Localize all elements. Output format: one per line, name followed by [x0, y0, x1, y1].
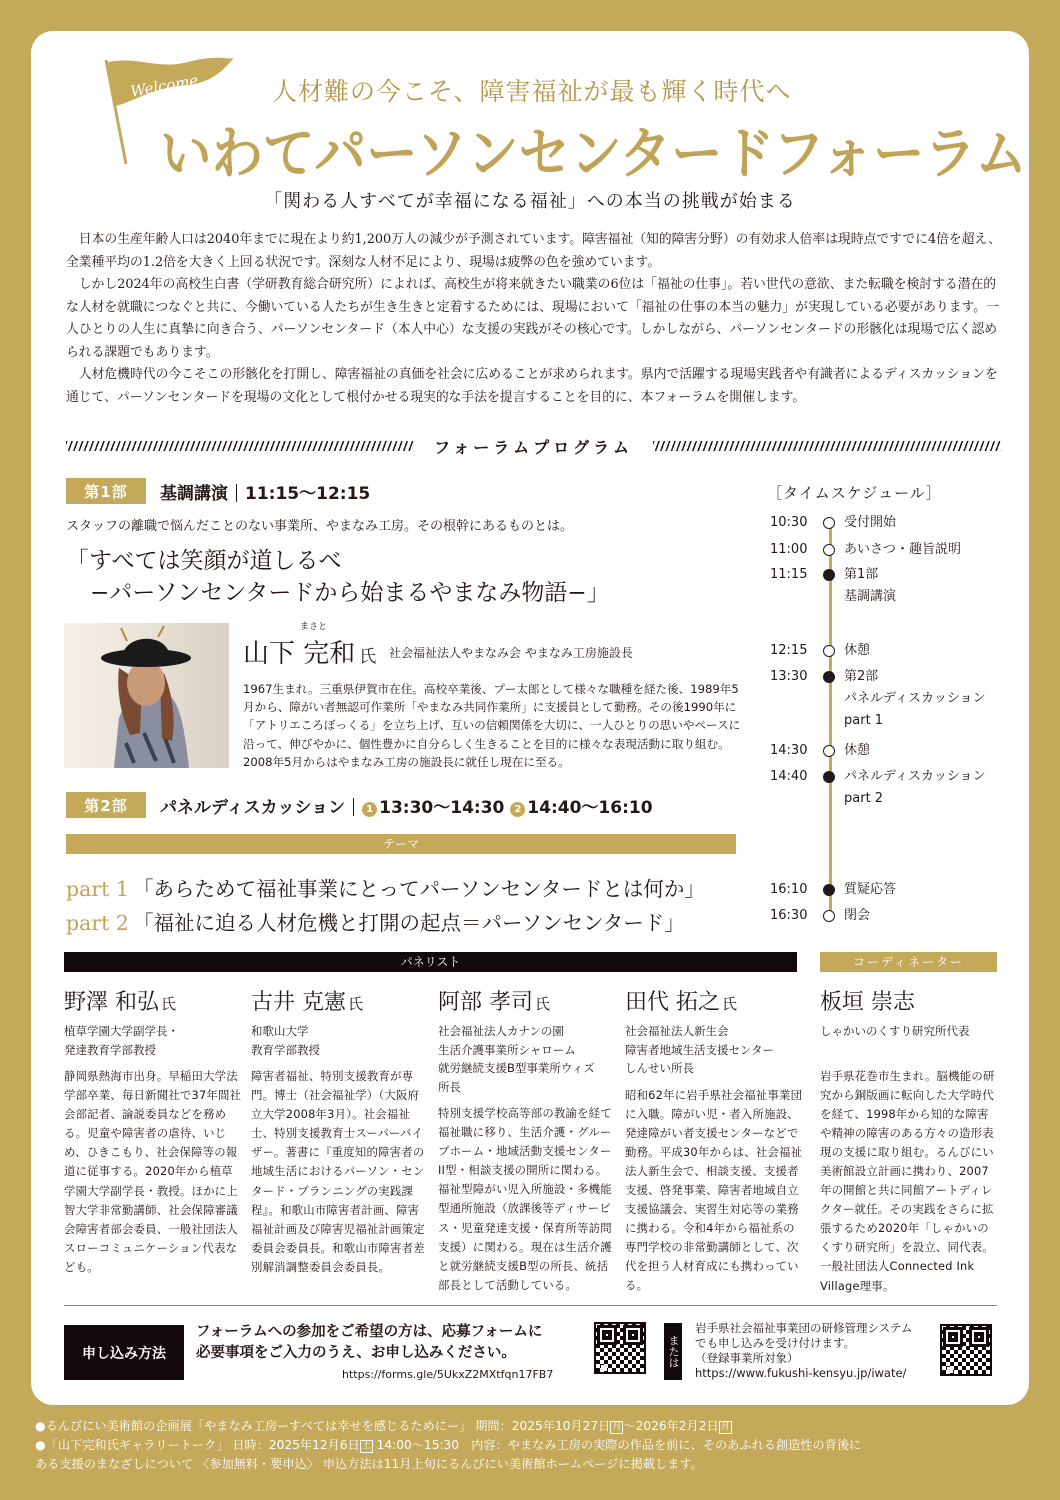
- tagline: 人材難の今こそ、障害福祉が最も輝く時代へ: [272, 77, 792, 106]
- hatch-divider: [653, 441, 1001, 451]
- filled-dot-icon: [823, 569, 835, 581]
- schedule-item: 14:40 パネルディスカッション part 2: [770, 769, 986, 806]
- qr-code-icon[interactable]: [940, 1324, 992, 1376]
- divider: [64, 1305, 997, 1306]
- hatch-divider: [66, 441, 414, 451]
- part1-title: 基調講演 11:15〜12:15: [160, 483, 371, 504]
- filled-dot-icon: [823, 671, 835, 683]
- schedule-heading: ［タイムスケジュール］: [767, 484, 942, 502]
- alt-apply-link[interactable]: https://www.fukushi-kensyu.jp/iwate/: [695, 1366, 907, 1380]
- number-1-icon: 1: [362, 802, 377, 817]
- speaker-name: 山下 完和 氏: [243, 639, 377, 669]
- intro-paragraph: 日本の生産年齢人口は2040年までに現在より約1,200万人の減少が予測されています。障害福祉（知的障害分野）の有効求人倍率は現時点ですでに4倍を超え、全業種平均の1.2倍を大きく上回る状況です。深刻な人材不足により、現場は疲弊の色を強めています。: [66, 232, 1001, 270]
- page-title: いわてパーソンセンタードフォーラム: [160, 121, 1028, 187]
- schedule-item: 16:10 質疑応答: [770, 882, 897, 897]
- speaker-bio: 1967生まれ。三重県伊賀市在住。高校卒業後、プー太郎として様々な職種を経た後、1989年5月から、障がい者無認可作業所「やまなみ共同作業所」に支援員として勤務。その後1990年に「アトリエころぼっくる」を立ち上げ、互いの信頼関係を大切に、一人ひとりの思いやペースに沿って、伸びやかに、個性豊かに自分らしく生きることを目的に様々な表現活動に取り組む。2008年5月からはやまなみ工房の施設長に就任し現在に至る。: [243, 682, 741, 769]
- panelists-bar: パネリスト: [64, 952, 797, 972]
- keynote-title: 「すべては笑顔が道しるべ −パーソンセンタードから始まるやまなみ物語−」: [66, 548, 610, 606]
- open-dot-icon: [823, 910, 835, 922]
- open-dot-icon: [823, 544, 835, 556]
- part1-badge: 第1部: [66, 478, 146, 504]
- schedule-item: 10:30 受付開始: [770, 515, 897, 530]
- apply-form-link[interactable]: https://forms.gle/5UkxZ2MXtfqn17FB7: [342, 1368, 554, 1381]
- schedule-item: 11:15 第1部 基調講演: [770, 567, 897, 604]
- qr-code-icon[interactable]: [594, 1322, 646, 1374]
- svg-text:Welcome: Welcome: [129, 71, 200, 101]
- part2-header: [66, 792, 653, 818]
- filled-dot-icon: [823, 771, 835, 783]
- panelist-card: 阿部 孝司 氏 社会福祉法人カナンの園 生活介護事業所シャローム 就労継続支援B型事業所ウィズ 所長 特別支援学校高等部の教諭を経て福祉職に移り、生活介護・グループホーム・地域活動支援センターII型・相談支援の開所に関わる。福祉型障がい児入所施設・多機能型通所施設（放課後等ディサービス・児童発達支援・保育所等訪問支援）に関わる。現在は生活介護と就労継続支援B型の所長、統括部長として活動している。: [438, 990, 612, 1292]
- open-dot-icon: [823, 645, 835, 657]
- theme-part1: part 1 「あらためて福祉事業にとってパーソンセンタードとは何か」: [66, 877, 705, 901]
- open-dot-icon: [823, 745, 835, 757]
- intro-paragraph: 人材危機時代の今こそこの形骸化を打開し、障害福祉の真価を社会に広めることが求められます。県内で活躍する現場実践者や有識者によるディスカッションを通じて、パーソンセンタードを現場の文化として根付かせる現実的な手法を提言することを目的に、本フォーラムを開催します。: [66, 367, 998, 405]
- open-dot-icon: [823, 517, 835, 529]
- part2-title: パネルディスカッション 1 13:30〜14:30 2 14:40〜16:10: [160, 797, 653, 818]
- theme-part2: part 2 「福祉に迫る人材危機と打開の起点＝パーソンセンタード」: [66, 911, 685, 935]
- schedule-item: 12:15 休憩: [770, 643, 871, 658]
- footer-notes: ●るんびにい美術館の企画展「やまなみ工房ーすべては幸せを感じるためにー」 期間：2025年10月27日 月 〜2026年2月2日 月 ●「山下完和氏ギャラリートーク」 日時：2025年12月6日 土 14:00〜15:30 内容：やまなみ工房の実際の作品を前に、そのあふれる創造性の背後に ある支援のまなざしについて 〈参加無料・要申込〉 申込方法は11月上旬にるんびにい美術館ホームページに掲載します。: [35, 1419, 862, 1471]
- or-label: または: [664, 1323, 682, 1380]
- schedule-item: 13:30 第2部 パネルディスカッション part 1: [770, 669, 986, 728]
- program-heading: フォーラムプログラム: [66, 436, 1001, 456]
- speaker-furigana: まさと: [300, 622, 328, 632]
- speaker-org: 社会福祉法人やまなみ会 やまなみ工房施設長: [389, 646, 633, 660]
- speaker-photo: [64, 623, 229, 768]
- subtitle: 「関わる人すべてが幸福になる福祉」への本当の挑戦が始まる: [264, 191, 796, 212]
- alt-apply-text: 岩手県社会福祉事業団の研修管理システム でも申し込みを受け付けます。 （登録事業所対象） https://www.fukushi-kensyu.jp/iwate/: [695, 1321, 913, 1380]
- part1-lead: スタッフの離職で悩んだことのない事業所、やまなみ工房。その根幹にあるものとは。: [66, 519, 574, 534]
- intro-paragraph: しかし2024年の高校生白書（学研教育総合研究所）によれば、高校生が将来就きたい職業の6位は「福祉の仕事」。若い世代の意欲、また転職を検討する潜在的な人材を就職につなぐと共に、今働いている人たちが生き生きと定着するためには、現場において「福祉の仕事の本当の魅力」が実現している必要があります。一人ひとりの人生に真摯に向き合う、パーソンセンタード（本人中心）な支援の実践がその核心です。しかしながら、パーソンセンタードの形骸化は現場で広く認められる課題でもあります。: [66, 277, 999, 360]
- schedule-item: 14:30 休憩: [770, 743, 871, 758]
- intro-text: [66, 229, 1001, 409]
- theme-bar: テーマ: [66, 834, 736, 854]
- panelist-card: 田代 拓之 氏 社会福祉法人新生会 障害者地域生活支援センター しんせい所長 昭和62年に岩手県社会福祉事業団に入職。障がい児・者入所施設、発達障がい者支援センターなどで勤務。平成30年からは、社会福祉法人新生会で、相談支援、支援者支援、啓発事業、障害者地域自立支援協議会、実習生対応等の業務に携わる。令和4年から福祉系の専門学校の非常勤講師として、次代を担う人材育成にも携わっている。: [625, 990, 803, 1293]
- apply-instructions: フォーラムへの参加をご希望の方は、応募フォームに 必要事項をご入力のうえ、お申し込みください。: [196, 1324, 543, 1361]
- schedule-item: 11:00 あいさつ・趣旨説明: [770, 542, 962, 557]
- part2-badge: 第2部: [66, 792, 146, 818]
- number-2-icon: 2: [510, 802, 525, 817]
- apply-label: 申し込み方法: [64, 1325, 184, 1380]
- coordinator-card: 板垣 崇志 しゃかいのくすり研究所代表 岩手県花巻市生まれ。脳機能の研究から銅版画に転向した大学時代を経て、1998年から知的な障害や精神の障害のある方々の造形表現の支援に取り組む。るんびにい美術館設立計画に携わり、2007年の開館と共に同館アートディレクター就任。その実践をさらに拡張するため2020年「しゃかいのくすり研究所」を設立、同代表。一般社団法人Connected Ink Village理事。: [820, 990, 995, 1293]
- coordinator-bar: コーディネーター: [820, 952, 997, 972]
- schedule-item: 16:30 閉会: [770, 908, 871, 923]
- panelist-card: 古井 克憲 氏 和歌山大学 教育学部教授 障害者福祉、特別支援教育が専門。博士（社会福祉学）（大阪府立大学2008年3月）。社会福祉士、特別支援教育士スーパーバイザー。著書に『重度知的障害者の地域生活におけるパーソン・センタード・プランニングの実践課程』。和歌山市障害者計画、障害福祉計画及び障害児福祉計画策定委員会委員長。和歌山市障害者差別解消調整委員会委員長。: [251, 990, 425, 1274]
- panelist-card: 野澤 和弘 氏 植草学園大学副学長・ 発達教育学部教授 静岡県熱海市出身。早稲田大学法学部卒業、毎日新聞社で37年間社会部記者、論説委員などを務める。児童や障害者の虐待、いじめ、ひきこもり、社会保障等の報道に従事する。2020年から植草学園大学副学長・教授。ほかに上智大学非常勤講師、社会保障審議会障害者部会委員、一般社団法人スローコミュニケーション代表なども。: [64, 990, 242, 1274]
- filled-dot-icon: [823, 884, 835, 896]
- part1-header: [66, 478, 370, 504]
